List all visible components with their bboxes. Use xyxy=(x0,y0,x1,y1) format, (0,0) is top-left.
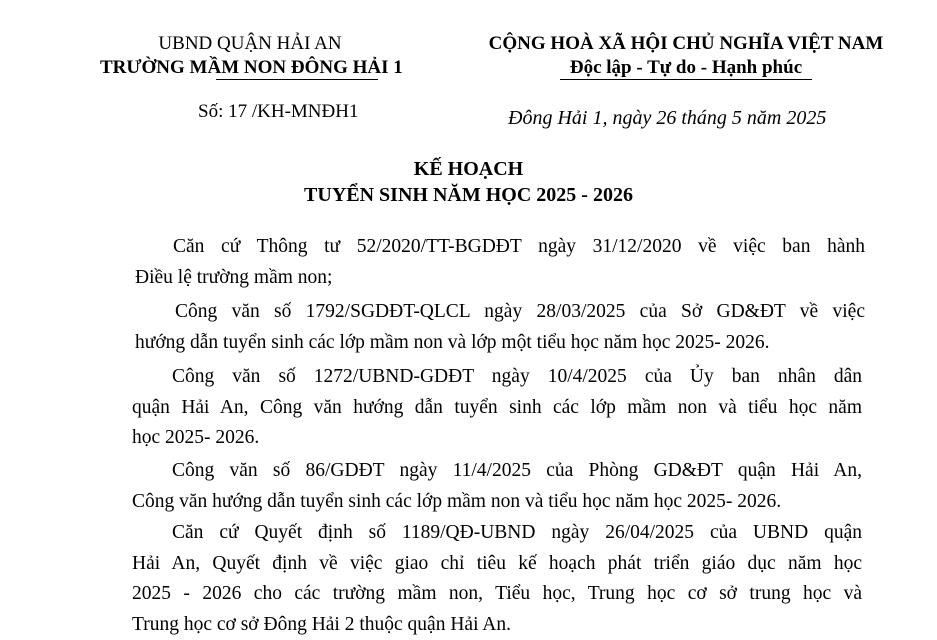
paragraph-line: hướng dẫn tuyển sinh các lớp mầm non và lớp một tiểu học năm học 2025- 2026. xyxy=(135,328,865,359)
paragraph-line: Hải An, Quyết định về việc giao chỉ tiêu kế hoạch phát triển giáo dục năm học xyxy=(132,549,862,580)
document-title xyxy=(0,156,937,208)
paragraph-line: quận Hải An, Công văn hướng dẫn tuyển sinh các lớp mầm non và tiểu học năm xyxy=(132,393,862,424)
paragraph-5 xyxy=(132,518,862,640)
motto: Độc lập - Tự do - Hạnh phúc xyxy=(570,56,802,80)
paragraph-4 xyxy=(132,456,862,517)
paragraph-line: 2025 - 2026 cho các trường mầm non, Tiểu học, Trung học cơ sở trung học và xyxy=(132,579,862,610)
paragraph-line: Căn cứ Thông tư 52/2020/TT-BGDĐT ngày 31/12/2020 về việc ban hành xyxy=(135,232,865,263)
country-name: CỘNG HOÀ XÃ HỘI CHỦ NGHĨA VIỆT NAM xyxy=(470,32,902,56)
paragraph-line: học 2025- 2026. xyxy=(132,423,862,454)
school-name: TRƯỜNG MẦM NON ĐÔNG HẢI 1 xyxy=(100,56,400,80)
document-number: Số: 17 /KH-MNĐH1 xyxy=(198,101,358,123)
paragraph-2 xyxy=(135,297,865,358)
national-motto-block xyxy=(470,32,902,80)
paragraph-line: Công văn số 1792/SGDĐT-QLCL ngày 28/03/2025 của Sở GD&ĐT về việc xyxy=(135,297,865,328)
paragraph-line: Công văn số 86/GDĐT ngày 11/4/2025 của Phòng GD&ĐT quận Hải An, xyxy=(132,456,862,487)
paragraph-line: Điều lệ trường mầm non; xyxy=(135,263,865,294)
title-line-2: TUYỂN SINH NĂM HỌC 2025 - 2026 xyxy=(0,182,937,208)
paragraph-line: Công văn hướng dẫn tuyển sinh các lớp mầm non và tiểu học năm học 2025- 2026. xyxy=(132,487,862,518)
school-name-underline xyxy=(216,79,378,80)
parent-authority: UBND QUẬN HẢI AN xyxy=(100,32,400,56)
paragraph-line: Trung học cơ sở Đông Hải 2 thuộc quận Hải An. xyxy=(132,610,862,640)
paragraph-3 xyxy=(132,362,862,454)
document-date: Đông Hải 1, ngày 26 tháng 5 năm 2025 xyxy=(508,107,826,130)
title-line-1: KẾ HOẠCH xyxy=(0,156,937,182)
issuing-authority-block xyxy=(100,32,400,80)
paragraph-line: Công văn số 1272/UBND-GDĐT ngày 10/4/2025 của Ủy ban nhân dân xyxy=(132,362,862,393)
paragraph-line: Căn cứ Quyết định số 1189/QĐ-UBND ngày 26/04/2025 của UBND quận xyxy=(132,518,862,549)
motto-underline xyxy=(560,79,812,80)
paragraph-1 xyxy=(135,232,865,293)
